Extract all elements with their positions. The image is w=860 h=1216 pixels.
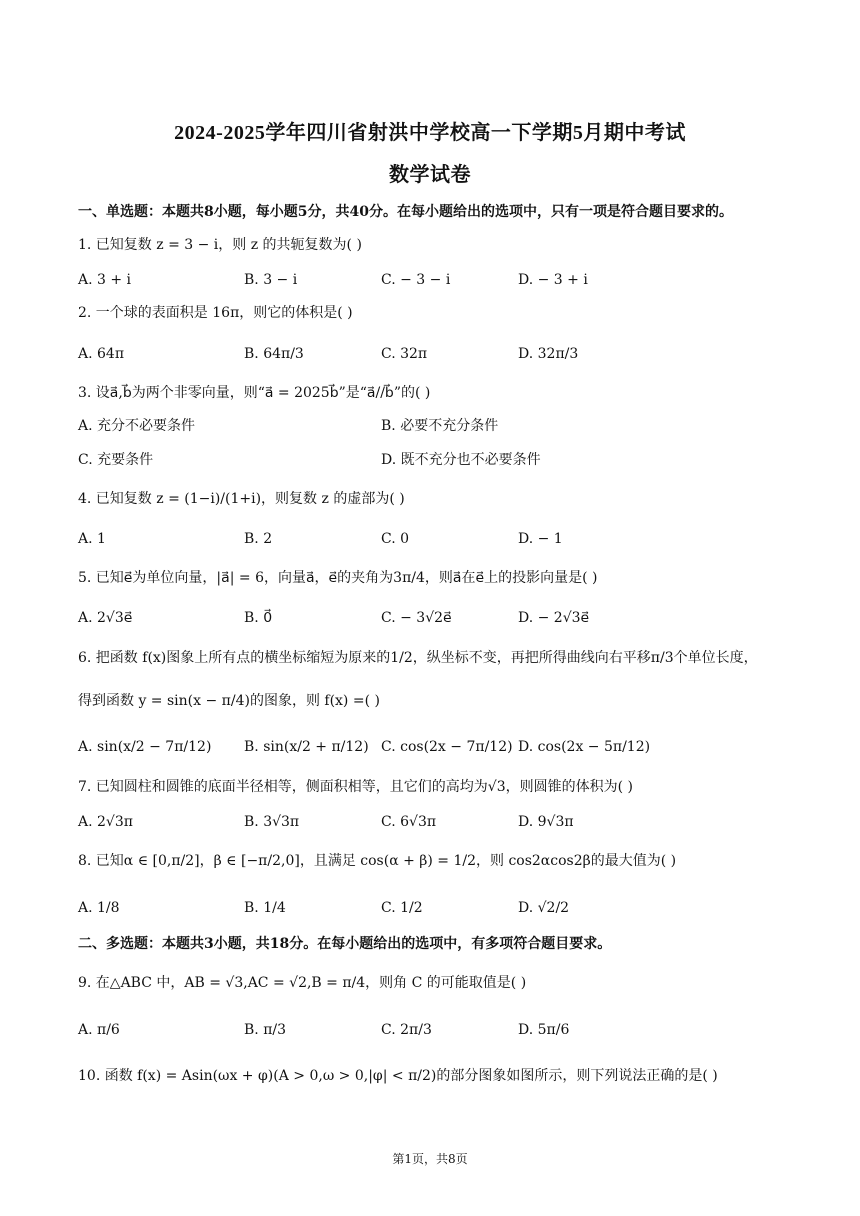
question-1-stem: 1. 已知复数 z = 3 − i，则 z 的共轭复数为( ) <box>78 237 362 253</box>
question-6-option-c: C. cos(2x − 7π/12) <box>381 739 513 755</box>
question-1-option-a: A. 3 + i <box>78 272 132 288</box>
question-8-option-c: C. 1/2 <box>381 900 423 916</box>
question-7-option-b: B. 3√3π <box>244 814 300 830</box>
section-single-choice: 一、单选题：本题共8小题，每小题5分，共40分。在每小题给出的选项中，只有一项是符合题目要求的。 <box>78 204 733 220</box>
question-2-stem: 2. 一个球的表面积是 16π，则它的体积是( ) <box>78 305 353 321</box>
question-7-stem: 7. 已知圆柱和圆锥的底面半径相等，侧面积相等，且它们的高均为√3，则圆锥的体积为( ) <box>78 779 634 795</box>
question-7-option-a: A. 2√3π <box>78 814 133 830</box>
question-4-option-a: A. 1 <box>78 531 106 547</box>
question-1-option-b: B. 3 − i <box>244 272 298 288</box>
question-3-option-d: D. 既不充分也不必要条件 <box>381 452 541 468</box>
question-8-option-b: B. 1/4 <box>244 900 286 916</box>
question-3-option-c: C. 充要条件 <box>78 452 154 468</box>
section-multi-choice: 二、多选题：本题共3小题，共18分。在每小题给出的选项中，有多项符合题目要求。 <box>78 936 612 952</box>
question-3-option-a: A. 充分不必要条件 <box>78 418 196 434</box>
question-5-option-d: D. − 2√3e⃗ <box>518 610 590 626</box>
question-9-option-b: B. π/3 <box>244 1022 287 1038</box>
question-4-option-d: D. − 1 <box>518 531 563 547</box>
question-5-option-b: B. 0⃗ <box>244 610 273 626</box>
question-9-stem: 9. 在△ABC 中，AB = √3,AC = √2,B = π/4，则角 C 的可能取值是( ) <box>78 975 527 991</box>
question-5-option-c: C. − 3√2e⃗ <box>381 610 452 626</box>
question-1-option-c: C. − 3 − i <box>381 272 451 288</box>
question-5-option-a: A. 2√3e⃗ <box>78 610 133 626</box>
question-8-option-d: D. √2/2 <box>518 900 570 916</box>
question-6-option-b: B. sin(x/2 + π/12) <box>244 739 369 755</box>
question-4-option-b: B. 2 <box>244 531 273 547</box>
exam-title: 2024-2025学年四川省射洪中学校高一下学期5月期中考试 <box>174 122 686 144</box>
question-9-option-a: A. π/6 <box>78 1022 120 1038</box>
question-9-option-d: D. 5π/6 <box>518 1022 570 1038</box>
question-5-stem: 5. 已知e⃗为单位向量，|a⃗| = 6，向量a⃗，e⃗的夹角为3π/4，则a⃗在e⃗上的投影向量是( ) <box>78 570 598 586</box>
question-2-option-c: C. 32π <box>381 346 428 362</box>
question-8-stem: 8. 已知α ∈ [0,π/2]，β ∈ [−π/2,0]，且满足 cos(α + β) = 1/2，则 cos2αcos2β的最大值为( ) <box>78 853 677 869</box>
question-6-option-a: A. sin(x/2 − 7π/12) <box>78 739 212 755</box>
question-3-option-b: B. 必要不充分条件 <box>381 418 499 434</box>
question-6-option-d: D. cos(2x − 5π/12) <box>518 739 651 755</box>
question-6-stem-line1: 6. 把函数 f(x)图象上所有点的横坐标缩短为原来的1/2，纵坐标不变，再把所得曲线向右平移π/3个单位长度， <box>78 650 758 666</box>
question-8-option-a: A. 1/8 <box>78 900 120 916</box>
question-7-option-d: D. 9√3π <box>518 814 574 830</box>
page-footer: 第1页，共8页 <box>392 1152 468 1166</box>
exam-subtitle: 数学试卷 <box>389 164 471 186</box>
question-7-option-c: C. 6√3π <box>381 814 437 830</box>
question-2-option-b: B. 64π/3 <box>244 346 304 362</box>
question-9-option-c: C. 2π/3 <box>381 1022 432 1038</box>
question-6-stem-line2: 得到函数 y = sin(x − π/4)的图象，则 f(x) =( ) <box>78 693 380 709</box>
question-4-stem: 4. 已知复数 z = (1−i)/(1+i)，则复数 z 的虚部为( ) <box>78 491 405 507</box>
question-1-option-d: D. − 3 + i <box>518 272 588 288</box>
question-2-option-d: D. 32π/3 <box>518 346 579 362</box>
question-10-stem: 10. 函数 f(x) = Asin(ωx + φ)(A > 0,ω > 0,|φ| < π/2)的部分图象如图所示，则下列说法正确的是( ) <box>78 1068 718 1084</box>
question-3-stem: 3. 设a⃗,b⃗为两个非零向量，则“a⃗ = 2025b⃗”是“a⃗//b⃗”的( ) <box>78 385 431 401</box>
question-2-option-a: A. 64π <box>78 346 125 362</box>
question-4-option-c: C. 0 <box>381 531 410 547</box>
